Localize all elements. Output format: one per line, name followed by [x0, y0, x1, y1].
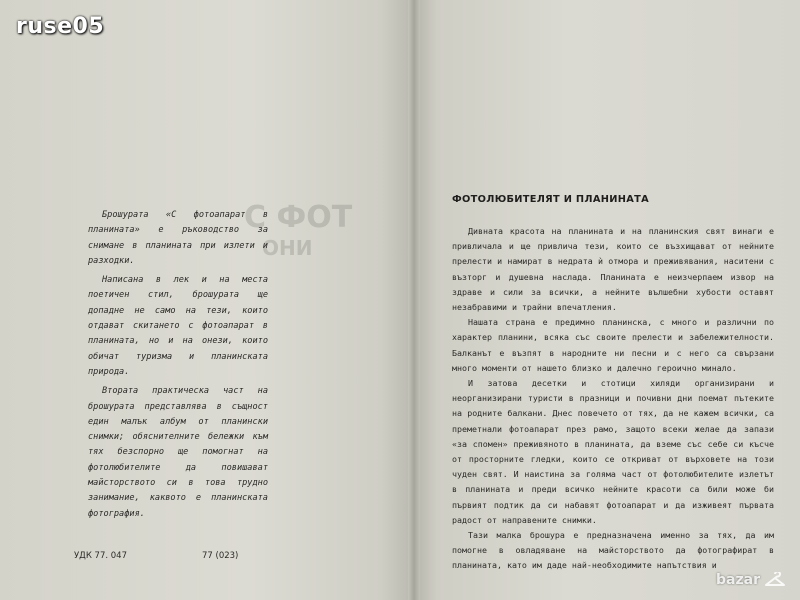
logo-text: bazar [716, 572, 760, 588]
book-spine [408, 0, 420, 600]
classification-code: 77 (023) [202, 551, 239, 561]
body-paragraph: И затова десетки и стотици хиляди организирани и неорганизирани туристи в празници и почивни дни поемат пътеките на родните балкани. Днес повечето от тях, да не кажем всички, са преметнали фотоапарат през рамо, защото всеки желае да запази «за спомен» преживяното в планината, да вземе със себе си късче от просторните гледки, които се откриват от върховете на този чуден свят. И наистина за голяма част от фотолюбителите излетът в планината и преди всичко нейните красоти са били може би първият подтик да си набавят фотоапарат и да изживеят първата радост от направените снимки. [452, 378, 774, 525]
chapter-heading: ФОТОЛЮБИТЕЛЯТ И ПЛАНИНАТА [452, 194, 649, 205]
summary-paragraph: Втората практическа част на брошурата представлява в същност един малък албум от планински снимки; обяснителните бележки към тях безспорно ще помогнат на фотолюбителите да повишават майсторството си в това трудно занимание, каквото е планинската фотография. [88, 386, 268, 519]
chapter-body [452, 224, 774, 574]
show-through-text: ОНИ [262, 236, 313, 260]
book-summary [88, 208, 268, 526]
summary-paragraph: Написана в лек и на места поетичен стил, брошурата ще допадне не само на тези, които отдават скитането с фотоапарат в планината, но и на онези, които обичат туризма и планинската природа. [88, 275, 268, 377]
body-paragraph: Нашата страна е предимно планинска, с много и различни по характер планини, всяка със своите прелести и забележителности. Балканът е възпят в народните ни песни и с него са свързани много моменти от нашето близко и далечно героично минало. [452, 317, 774, 373]
summary-paragraph: Брошурата «С фотоапарат в планината» е ръководство за снимане в планината при излети и разходки. [88, 210, 268, 266]
bazar-logo [716, 572, 786, 588]
udc-code: УДК 77. 047 [74, 551, 128, 561]
watermark: ruse05 [16, 14, 105, 39]
body-paragraph: Дивната красота на планината и на планинския свят винаги е привличала и ще привлича тези, които се възхищават от нейните прелести и намират в недрата ѝ отмора и преживявания, наситени с възторг и душевна наслада. Планината е неизчерпаем извор на здраве и сили за всички, а нейните вълшебни хубости оставят незабравими и трайни впечатления. [452, 226, 774, 313]
hanger-icon [764, 572, 786, 588]
body-paragraph: Тази малка брошура е предназначена именно за тях, да им помогне в овладяване на майсторството да фотографират в планината, като им даде най-необходимите напътствия и [452, 530, 774, 571]
show-through-text: С ФОТ [244, 200, 353, 235]
